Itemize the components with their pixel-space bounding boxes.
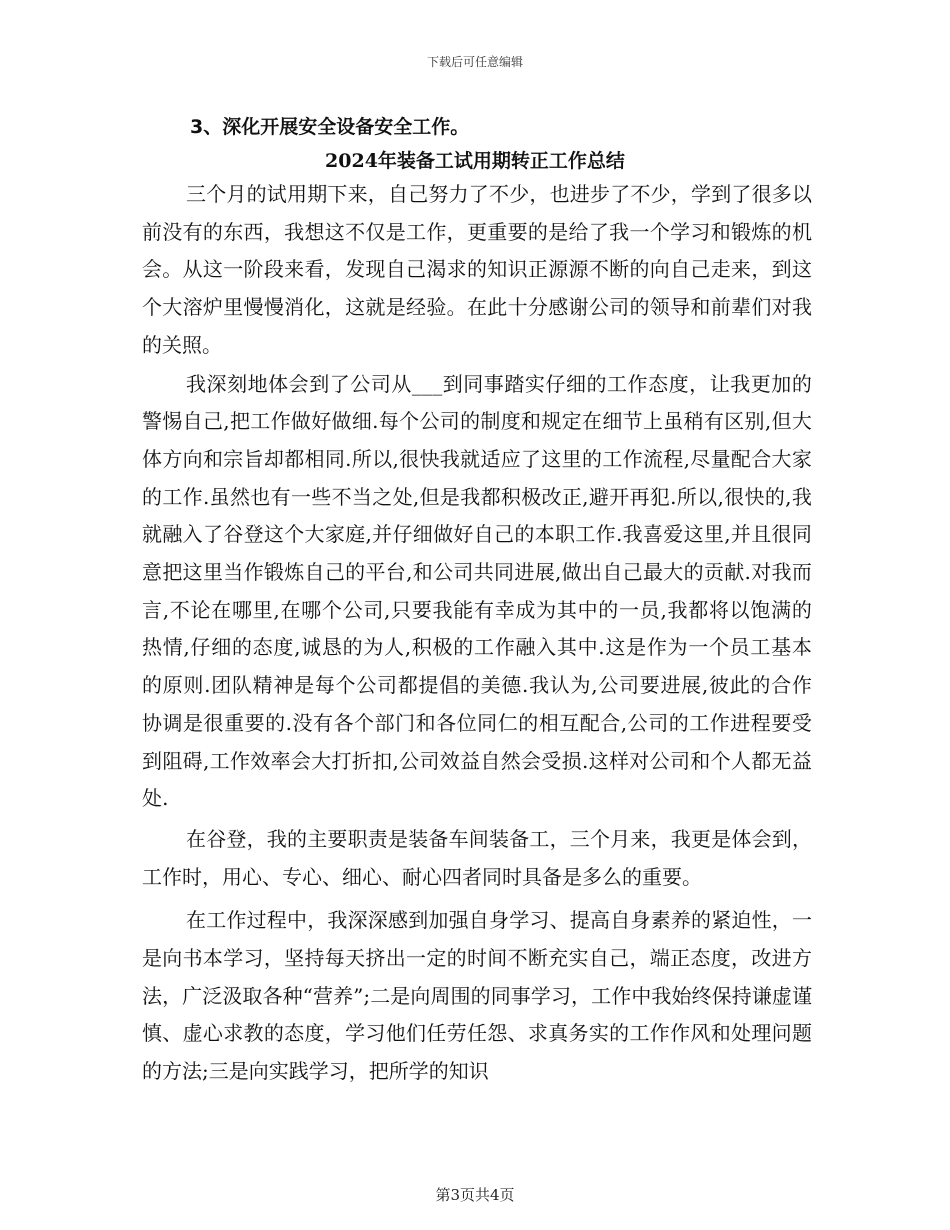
paragraph-3: 在谷登，我的主要职责是装备车间装备工，三个月来，我更是体会到，工作时，用心、专心、细心、耐心四者同时具备是多么的重要。 — [142, 826, 812, 889]
paragraph-2: 我深刻地体会到了公司从___到同事踏实仔细的工作态度，让我更加的警惕自己,把工作做好做细.每个公司的制度和规定在细节上虽稍有区别,但大体方向和宗旨却都相同.所以,很快我就适应了这里的工作流程,尽量配合大家的工作.虽然也有一些不当之处,但是我都积极改正,避开再犯.所以,很快的,我就融入了谷登这个大家庭,并仔细做好自己的本职工作.我喜爱这里,并且很同意把这里当作锻炼自己的平台,和公司共同进展,做出自己最大的贡献.对我而言,不论在哪里,在哪个公司,只要我能有幸成为其中的一员,我都将以饱满的热情,仔细的态度,诚恳的为人,积极的工作融入其中.这是作为一个员工基本的原则.团队精神是每个公司都提倡的美德.我认为,公司要进展,彼此的合作协调是很重要的.没有各个部门和各位同仁的相互配合,公司的工作进程要受到阻碍,工作效率会大打折扣,公司效益自然会受损.这样对公司和个人都无益处. — [142, 371, 812, 811]
document-body — [142, 176, 812, 1091]
paragraph-4: 在工作过程中，我深深感到加强自身学习、提高自身素养的紧迫性，一是向书本学习，坚持每天挤出一定的时间不断充实自己，端正态度，改进方法，广泛汲取各种“营养”;二是向周围的同事学习，工作中我始终保持谦虚谨慎、虚心求教的态度，学习他们任劳任怨、求真务实的工作作风和处理问题的方法;三是向实践学习，把所学的知识 — [142, 908, 812, 1084]
page-footer-number: 第3页共4页 — [435, 1186, 515, 1204]
document-title: 2024年装备工试用期转正工作总结 — [325, 150, 625, 172]
page-header-note: 下载后可任意编辑 — [426, 55, 523, 69]
paragraph-1: 三个月的试用期下来，自己努力了不少，也进步了不少，学到了很多以前没有的东西，我想这不仅是工作，更重要的是给了我一个学习和锻炼的机会。从这一阶段来看，发现自己渴求的知识正源源不断的向自己走来，到这个大溶炉里慢慢消化，这就是经验。在此十分感谢公司的领导和前辈们对我的关照。 — [142, 182, 812, 357]
section-heading: 3、深化开展安全设备安全工作。 — [190, 116, 470, 138]
